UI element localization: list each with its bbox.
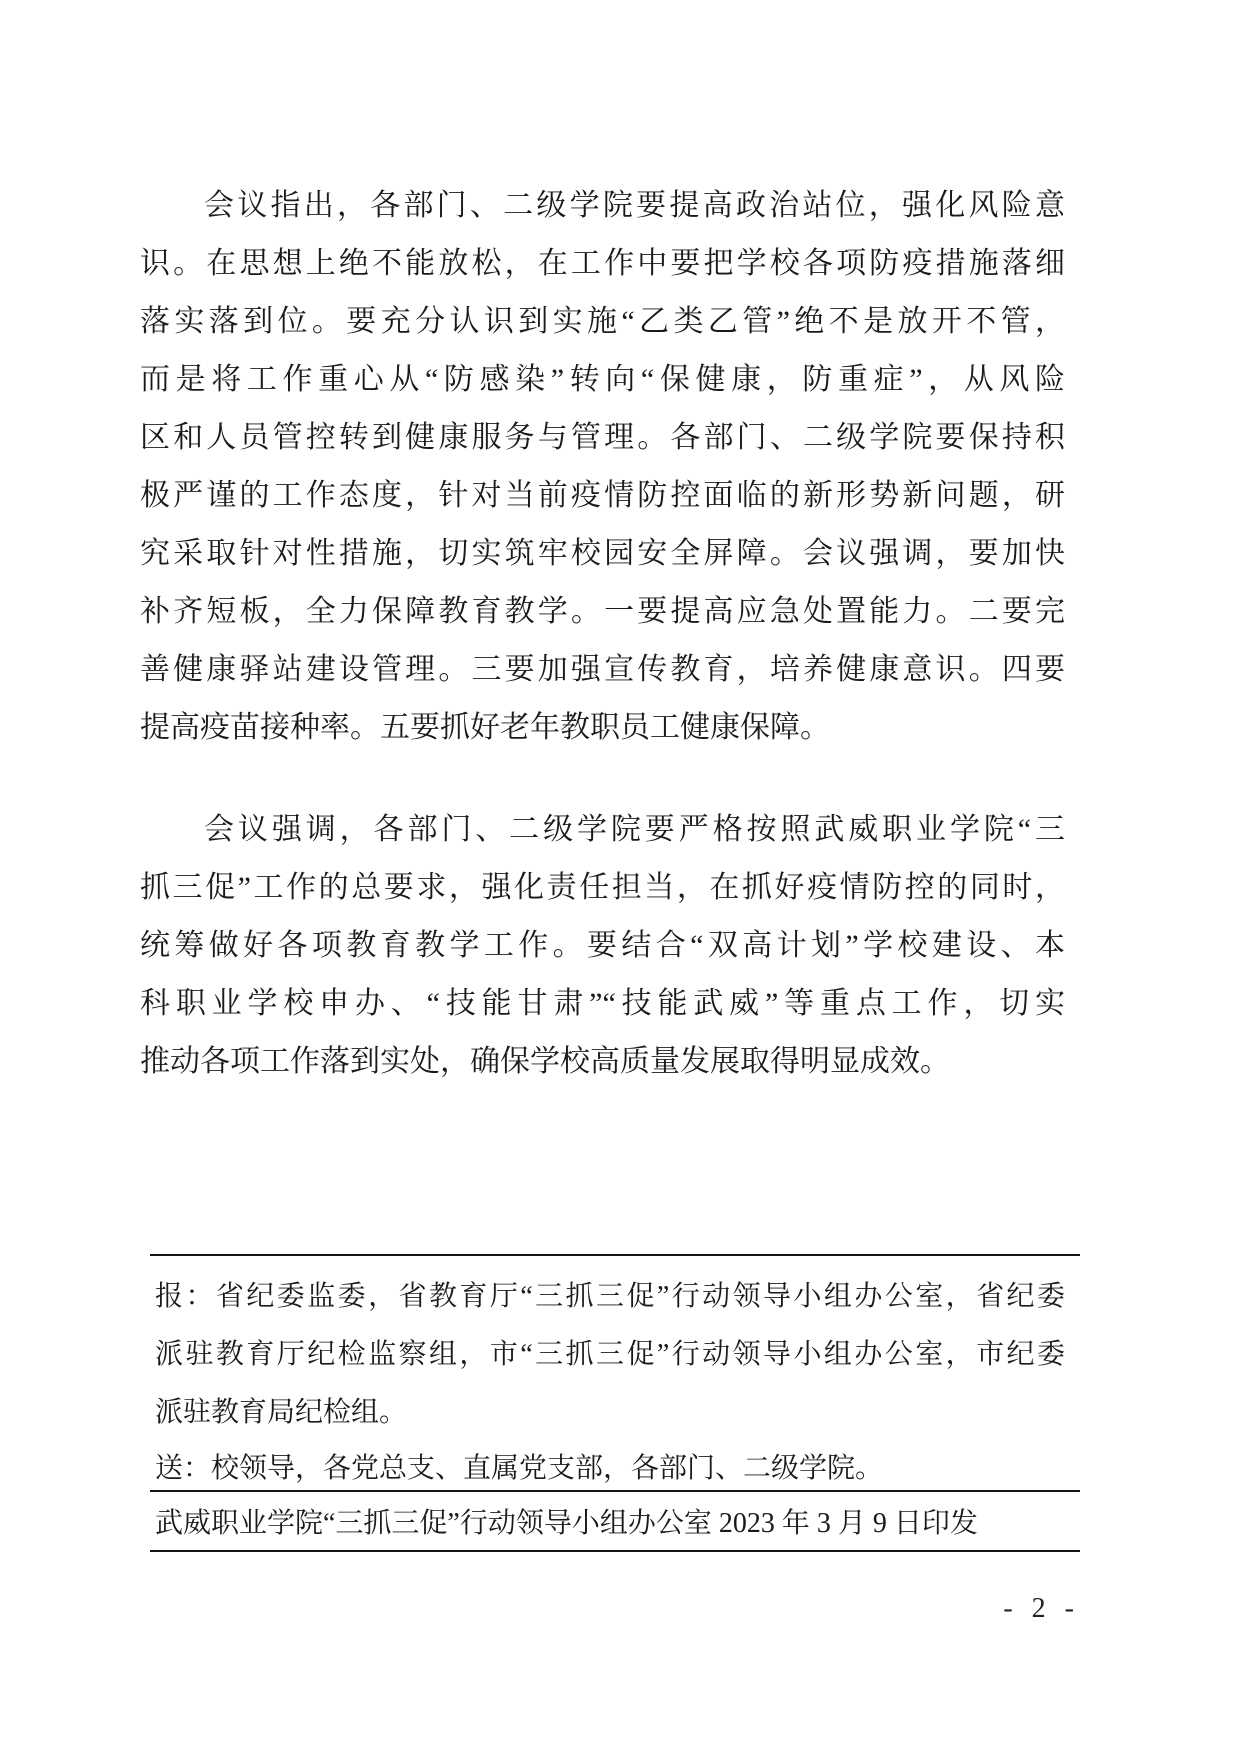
body-line: 抓三促”工作的总要求，强化责任担当，在抓好疫情防控的同时， — [140, 871, 1065, 904]
body-line: 科职业学校申办、“技能甘肃”“技能武威”等重点工作，切实 — [140, 987, 1065, 1020]
body-line: 统筹做好各项教育教学工作。要结合“双高计划”学校建设、本 — [140, 929, 1065, 962]
body-line: 推动各项工作落到实处，确保学校高质量发展取得明显成效。 — [140, 1045, 950, 1078]
body-line: 而是将工作重心从“防感染”转向“保健康，防重症”，从风险 — [140, 363, 1065, 396]
body-line: 落实落到位。要充分认识到实施“乙类乙管”绝不是放开不管， — [140, 305, 1065, 338]
paragraph-1 — [140, 177, 1065, 757]
page-number: - 2 - — [1003, 1593, 1080, 1624]
report-to-line: 派驻教育厅纪检监察组，市“三抓三促”行动领导小组办公室，市纪委 — [155, 1339, 1065, 1370]
separator-rule-bottom — [150, 1550, 1080, 1552]
body-line: 提高疫苗接种率。五要抓好老年教职员工健康保障。 — [140, 711, 830, 744]
body-line: 会议强调，各部门、二级学院要严格按照武威职业学院“三 — [204, 813, 1065, 846]
report-to-line: 派驻教育局纪检组。 — [155, 1397, 408, 1428]
paragraph-gap — [140, 757, 1065, 801]
body-line: 极严谨的工作态度，针对当前疫情防控面临的新形势新问题，研 — [140, 479, 1065, 512]
report-to-line: 报：省纪委监委，省教育厅“三抓三促”行动领导小组办公室，省纪委 — [155, 1281, 1065, 1312]
document-body — [140, 177, 1065, 1091]
body-line: 区和人员管控转到健康服务与管理。各部门、二级学院要保持积 — [140, 421, 1065, 454]
issue-line: 武威职业学院“三抓三促”行动领导小组办公室 2023 年 3 月 9 日印发 — [155, 1508, 978, 1539]
body-line: 会议指出，各部门、二级学院要提高政治站位，强化风险意 — [204, 189, 1065, 222]
send-to-line: 送：校领导，各党总支、直属党支部，各部门、二级学院。 — [155, 1453, 884, 1484]
body-line: 究采取针对性措施，切实筑牢校园安全屏障。会议强调，要加快 — [140, 537, 1065, 570]
body-line: 善健康驿站建设管理。三要加强宣传教育，培养健康意识。四要 — [140, 653, 1065, 686]
separator-rule-top — [150, 1254, 1080, 1256]
separator-rule-middle — [150, 1490, 1080, 1492]
body-line: 识。在思想上绝不能放松，在工作中要把学校各项防疫措施落细 — [140, 247, 1065, 280]
paragraph-2 — [140, 801, 1065, 1091]
body-line: 补齐短板，全力保障教育教学。一要提高应急处置能力。二要完 — [140, 595, 1065, 628]
